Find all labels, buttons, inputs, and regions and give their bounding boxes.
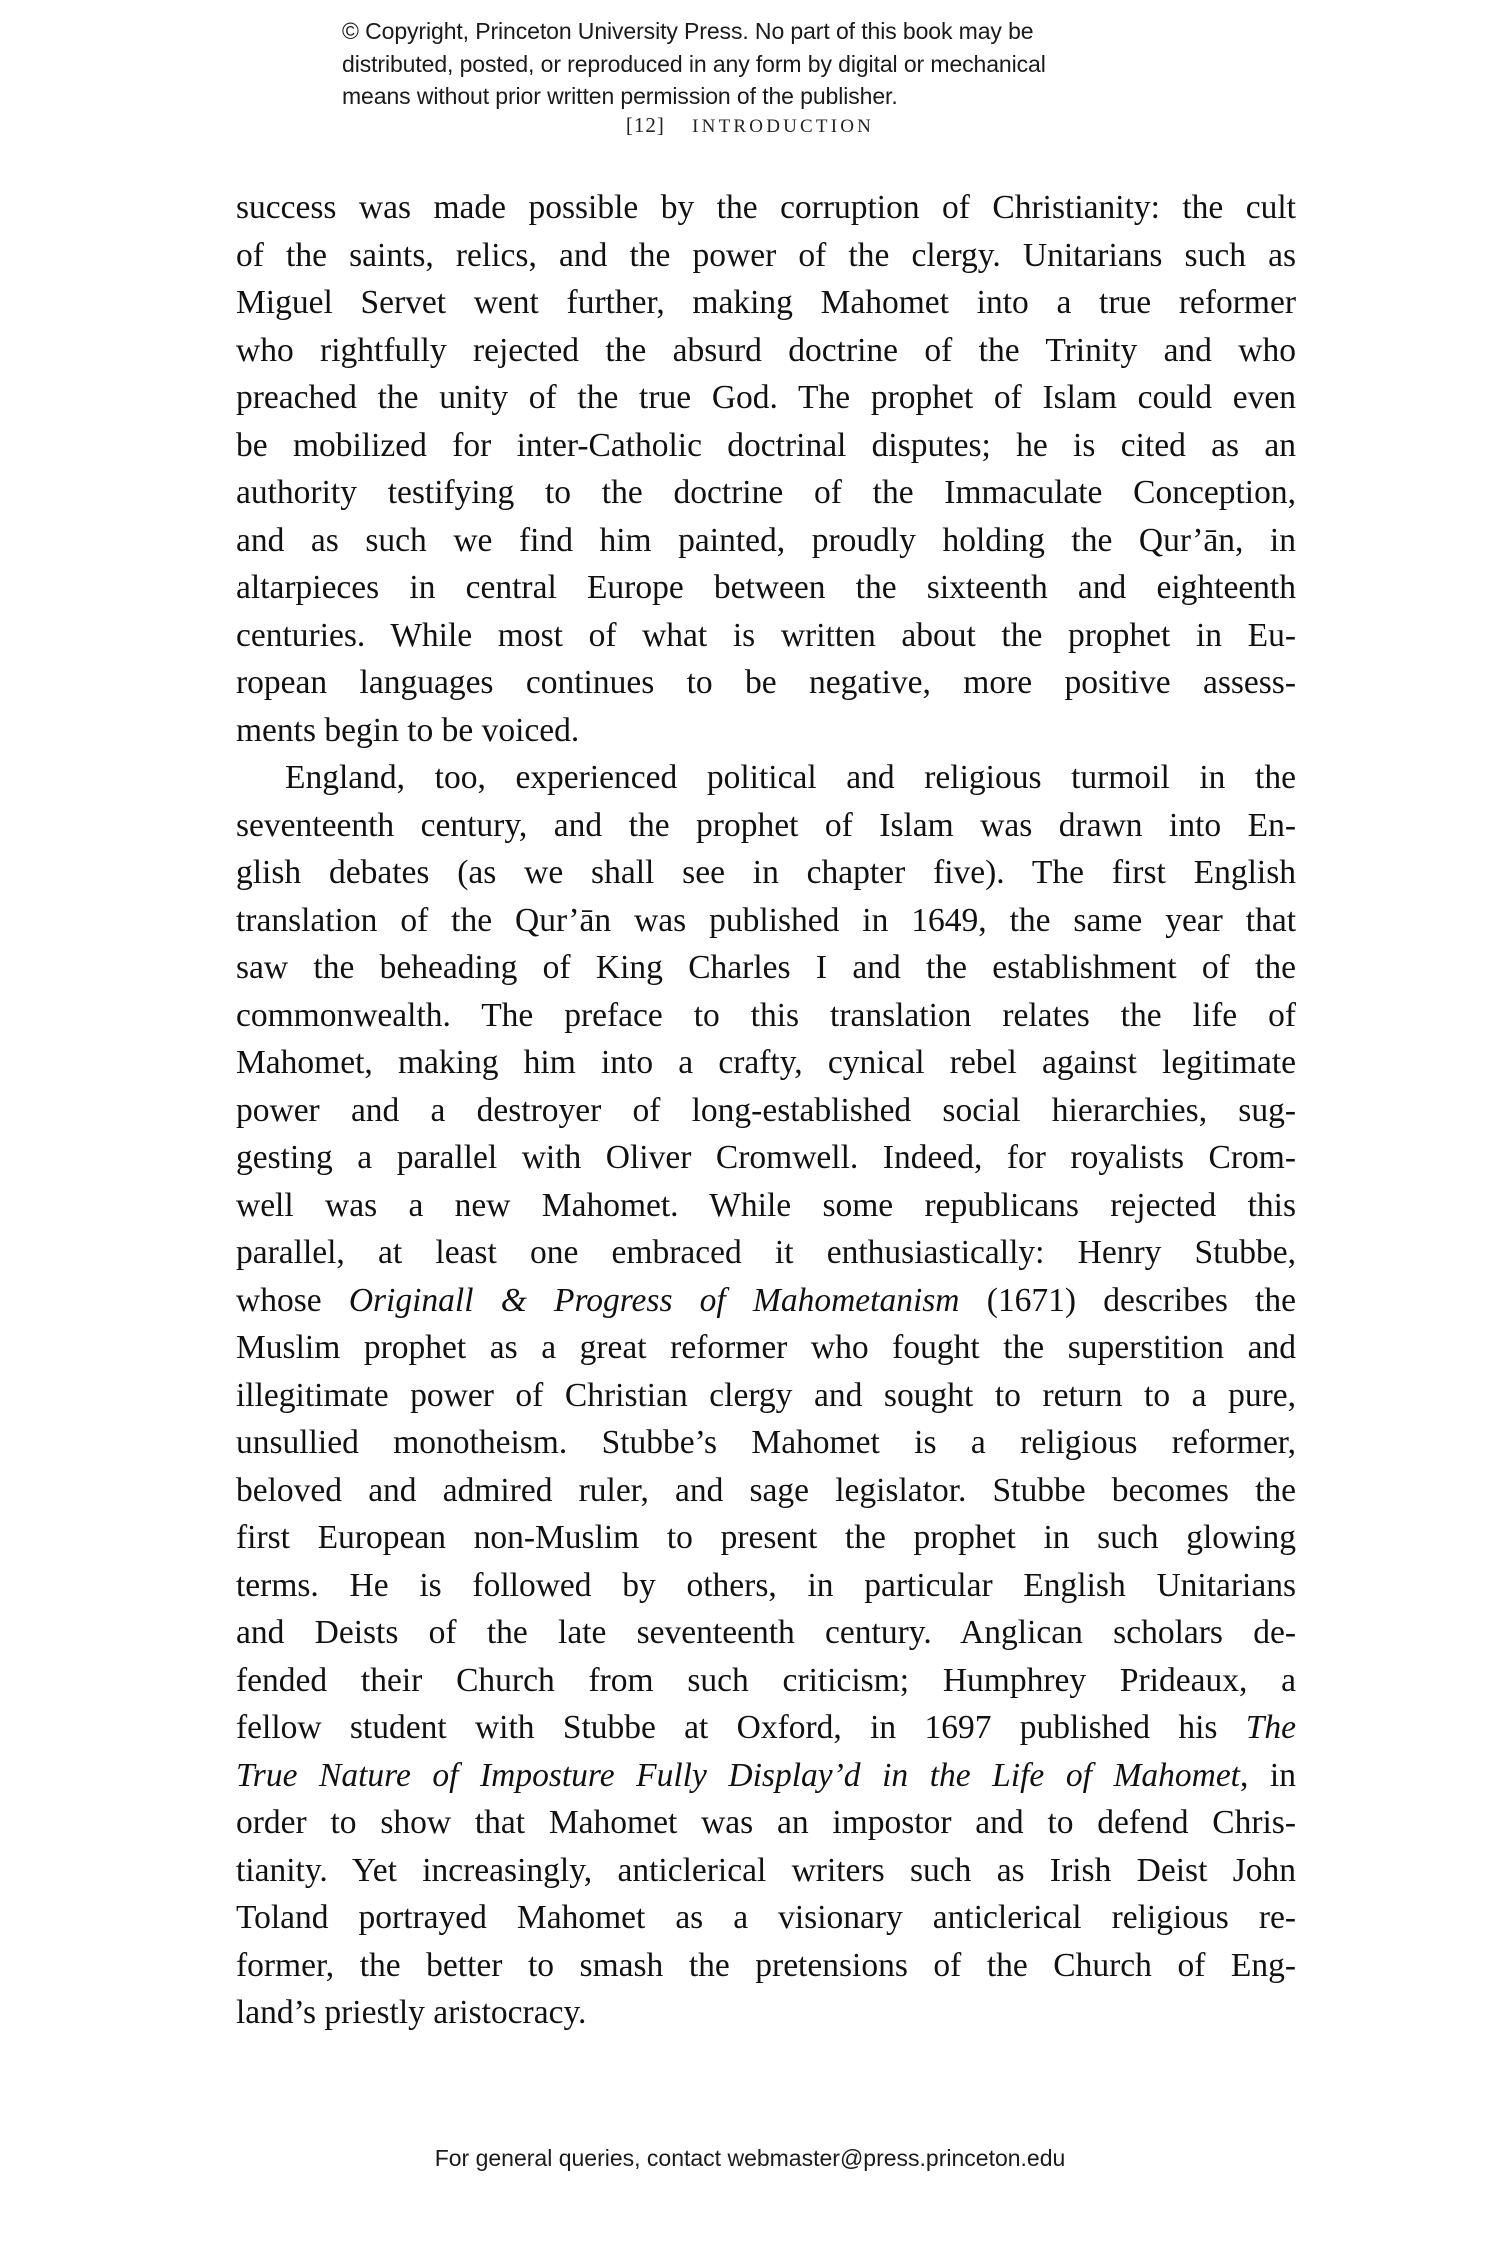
text-line xyxy=(236,1419,1296,1467)
text-run: fellow student with Stubbe at Oxford, in 1697 published his xyxy=(236,1709,1246,1746)
text-run: terms. He is followed by others, in particular English Unitarians xyxy=(236,1566,1296,1604)
text-line xyxy=(236,659,1296,707)
text-run: Miguel Servet went further, making Mahomet into a true reformer xyxy=(236,284,1296,321)
text-run: Muslim prophet as a great reformer who fought the superstition and xyxy=(236,1329,1296,1366)
italic-title: Originall & Progress of Mahometanism xyxy=(348,1281,960,1319)
text-line xyxy=(236,564,1296,612)
paragraph xyxy=(236,184,1296,754)
text-run: unsullied monotheism. Stubbe’s Mahomet is a religious reformer, xyxy=(236,1424,1296,1461)
text-run: of the saints, relics, and the power of the clergy. Unitarians such as xyxy=(236,236,1296,274)
text-line xyxy=(236,754,1296,802)
text-run: Toland portrayed Mahomet as a visionary anticlerical religious re- xyxy=(236,1899,1296,1936)
text-line xyxy=(236,1277,1296,1325)
text-run: translation of the Qur’ān was published in 1649, the same year that xyxy=(236,901,1296,939)
text-run: England, too, experienced political and religious turmoil in the xyxy=(285,759,1296,796)
running-head xyxy=(0,110,1500,142)
text-run: illegitimate power of Christian clergy and sought to return to a pure, xyxy=(236,1376,1296,1414)
text-run: and as such we find him painted, proudly holding the Qur’ān, in xyxy=(236,521,1296,559)
text-run: ropean languages continues to be negative, more positive assess- xyxy=(236,664,1296,701)
copyright-line: © Copyright, Princeton University Press. No part of this book may be xyxy=(342,18,1034,44)
text-run: glish debates (as we shall see in chapter five). The first English xyxy=(236,854,1296,891)
text-line xyxy=(236,1514,1296,1562)
text-line xyxy=(236,1467,1296,1515)
text-line xyxy=(236,1229,1296,1277)
text-line xyxy=(236,802,1296,850)
text-line xyxy=(236,1562,1296,1610)
text-line xyxy=(236,897,1296,945)
text-run: (1671) describes the xyxy=(959,1281,1296,1319)
text-line xyxy=(236,1847,1296,1895)
text-run: land’s priestly aristocracy. xyxy=(236,1994,587,2031)
text-run: seventeenth century, and the prophet of Islam was drawn into En- xyxy=(236,806,1296,844)
text-run: who rightfully rejected the absurd doctrine of the Trinity and who xyxy=(236,331,1296,369)
text-line xyxy=(236,849,1296,897)
text-line xyxy=(236,422,1296,470)
text-run: altarpieces in central Europe between the sixteenth and eighteenth xyxy=(236,569,1296,606)
text-line xyxy=(236,1942,1296,1990)
text-run: be mobilized for inter-Catholic doctrinal disputes; he is cited as an xyxy=(236,426,1296,464)
text-line xyxy=(236,279,1296,327)
copyright-notice xyxy=(342,15,1242,113)
text-line xyxy=(236,944,1296,992)
text-line xyxy=(236,1799,1296,1847)
text-line xyxy=(236,1609,1296,1657)
text-run: power and a destroyer of long-established social hierarchies, sug- xyxy=(236,1091,1296,1129)
text-line xyxy=(236,184,1296,232)
text-run: , in xyxy=(1240,1756,1296,1794)
text-run: and Deists of the late seventeenth century. Anglican scholars de- xyxy=(236,1614,1296,1651)
text-run: beloved and admired ruler, and sage legislator. Stubbe becomes the xyxy=(236,1471,1296,1509)
text-run: preached the unity of the true God. The prophet of Islam could even xyxy=(236,379,1296,416)
text-line xyxy=(236,992,1296,1040)
text-line xyxy=(236,327,1296,375)
text-run: fended their Church from such criticism; Humphrey Prideaux, a xyxy=(236,1661,1296,1699)
text-run: former, the better to smash the pretensions of the Church of Eng- xyxy=(236,1946,1296,1984)
text-line xyxy=(236,1134,1296,1182)
italic-title: True Nature of Imposture Fully Display’d in the Life of Mahomet xyxy=(236,1756,1240,1794)
text-line xyxy=(236,707,1296,755)
footer-contact: For general queries, contact webmaster@press.princeton.edu xyxy=(434,2145,1066,2171)
text-line xyxy=(236,374,1296,422)
text-line xyxy=(236,1087,1296,1135)
text-run: parallel, at least one embraced it enthusiastically: Henry Stubbe, xyxy=(236,1234,1296,1271)
text-line xyxy=(236,1039,1296,1087)
text-line xyxy=(236,612,1296,660)
text-line xyxy=(236,1894,1296,1942)
italic-title: The xyxy=(1245,1709,1296,1746)
text-line xyxy=(236,1372,1296,1420)
section-title: INTRODUCTION xyxy=(692,116,875,137)
text-line xyxy=(236,1704,1296,1752)
text-run: order to show that Mahomet was an impostor and to defend Chris- xyxy=(236,1804,1296,1841)
text-run: ments begin to be voiced. xyxy=(236,711,580,749)
text-run: first European non-Muslim to present the prophet in such glowing xyxy=(236,1519,1296,1556)
text-line xyxy=(236,1324,1296,1372)
text-run: gesting a parallel with Oliver Cromwell. Indeed, for royalists Crom- xyxy=(236,1139,1296,1176)
text-line xyxy=(236,1752,1296,1800)
text-run: commonwealth. The preface to this translation relates the life of xyxy=(236,996,1296,1034)
text-run: authority testifying to the doctrine of the Immaculate Conception, xyxy=(236,474,1296,511)
copyright-line: means without prior written permission of the publisher. xyxy=(342,83,898,109)
text-line xyxy=(236,232,1296,280)
text-run: whose xyxy=(236,1281,349,1319)
text-run: tianity. Yet increasingly, anticlerical writers such as Irish Deist John xyxy=(236,1851,1296,1889)
text-run: well was a new Mahomet. While some republicans rejected this xyxy=(236,1186,1296,1224)
text-line xyxy=(236,1182,1296,1230)
text-line xyxy=(236,469,1296,517)
text-line xyxy=(236,1989,1296,2037)
body-text xyxy=(236,184,1296,2037)
copyright-line: distributed, posted, or reproduced in any form by digital or mechanical xyxy=(342,50,1046,77)
text-run: centuries. While most of what is written about the prophet in Eu- xyxy=(236,616,1296,654)
text-run: Mahomet, making him into a crafty, cynical rebel against legitimate xyxy=(236,1044,1296,1081)
paragraph xyxy=(236,754,1296,2037)
text-run: saw the beheading of King Charles I and the establishment of the xyxy=(236,949,1296,986)
text-run: success was made possible by the corruption of Christianity: the cult xyxy=(236,189,1296,226)
text-line xyxy=(236,517,1296,565)
page-number: [12] xyxy=(625,113,665,137)
text-line xyxy=(236,1657,1296,1705)
